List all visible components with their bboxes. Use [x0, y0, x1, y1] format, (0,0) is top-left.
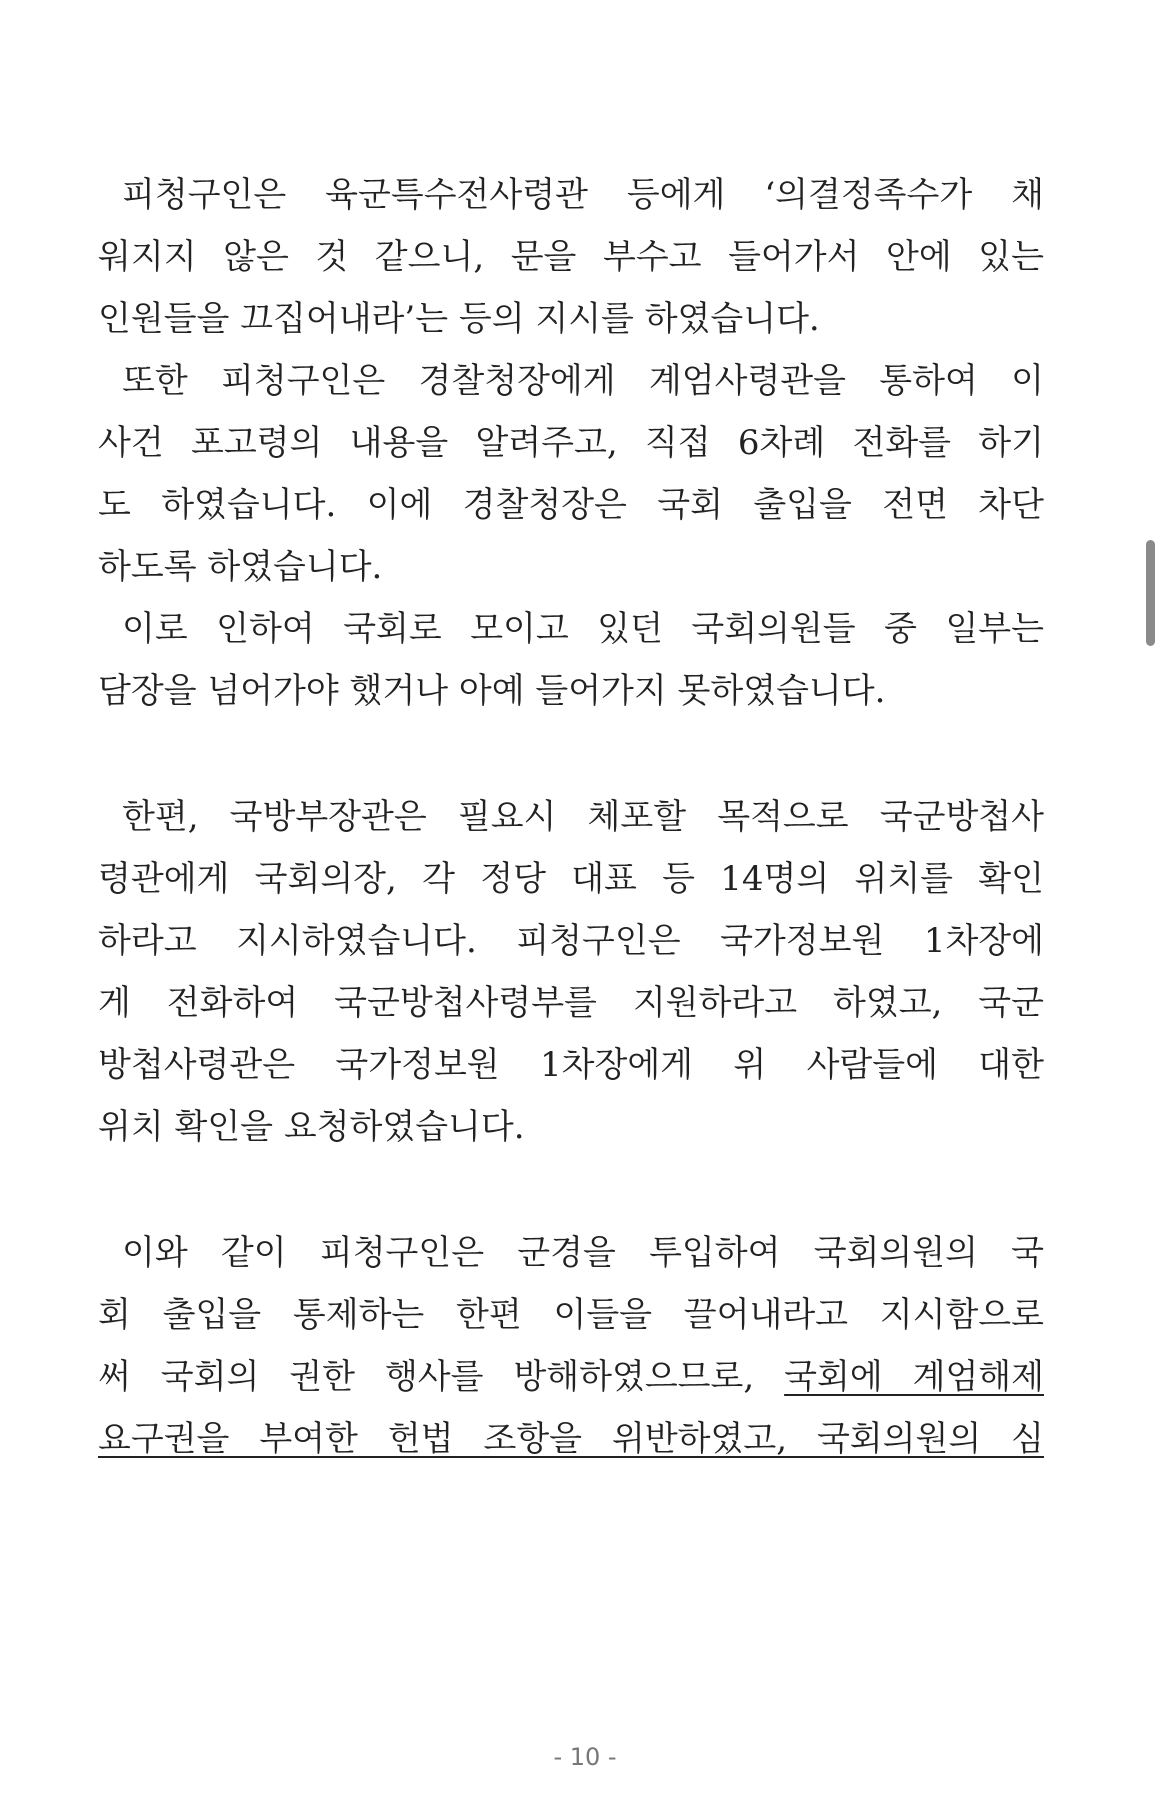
- text-line: 한편, 국방부장관은 필요시 체포할 목적으로 국군방첩사: [122, 797, 1044, 837]
- text-line: 담장을 넘어가야 했거나 아예 들어가지 못하였습니다.: [98, 671, 886, 711]
- text-line: 또한 피청구인은 경찰청장에게 계엄사령관을 통하여 이: [122, 361, 1044, 401]
- text-line: 피청구인은 육군특수전사령관 등에게 ‘의결정족수가 채: [122, 175, 1044, 215]
- text-line: 회 출입을 통제하는 한편 이들을 끌어내라고 지시함으로: [98, 1295, 1044, 1335]
- page-number: - 10 -: [553, 1743, 617, 1771]
- text-line: 위치 확인을 요청하였습니다.: [98, 1107, 525, 1147]
- text-segment: 써 국회의 권한 행사를 방해하였으므로,: [98, 1357, 785, 1397]
- text-line: 사건 포고령의 내용을 알려주고, 직접 6차례 전화를 하기: [98, 423, 1044, 463]
- text-line: 령관에게 국회의장, 각 정당 대표 등 14명의 위치를 확인: [98, 859, 1044, 899]
- text-line: 인원들을 끄집어내라’는 등의 지시를 하였습니다.: [98, 299, 820, 339]
- text-line: 하라고 지시하였습니다. 피청구인은 국가정보원 1차장에: [98, 921, 1044, 961]
- text-line: 도 하였습니다. 이에 경찰청장은 국회 출입을 전면 차단: [98, 485, 1044, 525]
- text-line: 하도록 하였습니다.: [98, 547, 383, 587]
- text-line: [98, 1349, 1044, 1405]
- text-line: 방첩사령관은 국가정보원 1차장에게 위 사람들에 대한: [98, 1045, 1044, 1085]
- text-line: 이로 인하여 국회로 모이고 있던 국회의원들 중 일부는: [122, 609, 1044, 649]
- underlined-text-line: 요구권을 부여한 헌법 조항을 위반하였고, 국회의원의 심: [98, 1419, 1044, 1459]
- text-line: 게 전화하여 국군방첩사령부를 지원하라고 하였고, 국군: [98, 983, 1044, 1023]
- underlined-text: 국회에 계엄해제: [784, 1357, 1044, 1397]
- scrollbar-thumb[interactable]: [1146, 540, 1155, 646]
- text-line: 워지지 않은 것 같으니, 문을 부수고 들어가서 안에 있는: [98, 237, 1044, 277]
- text-line: 이와 같이 피청구인은 군경을 투입하여 국회의원의 국: [122, 1233, 1044, 1273]
